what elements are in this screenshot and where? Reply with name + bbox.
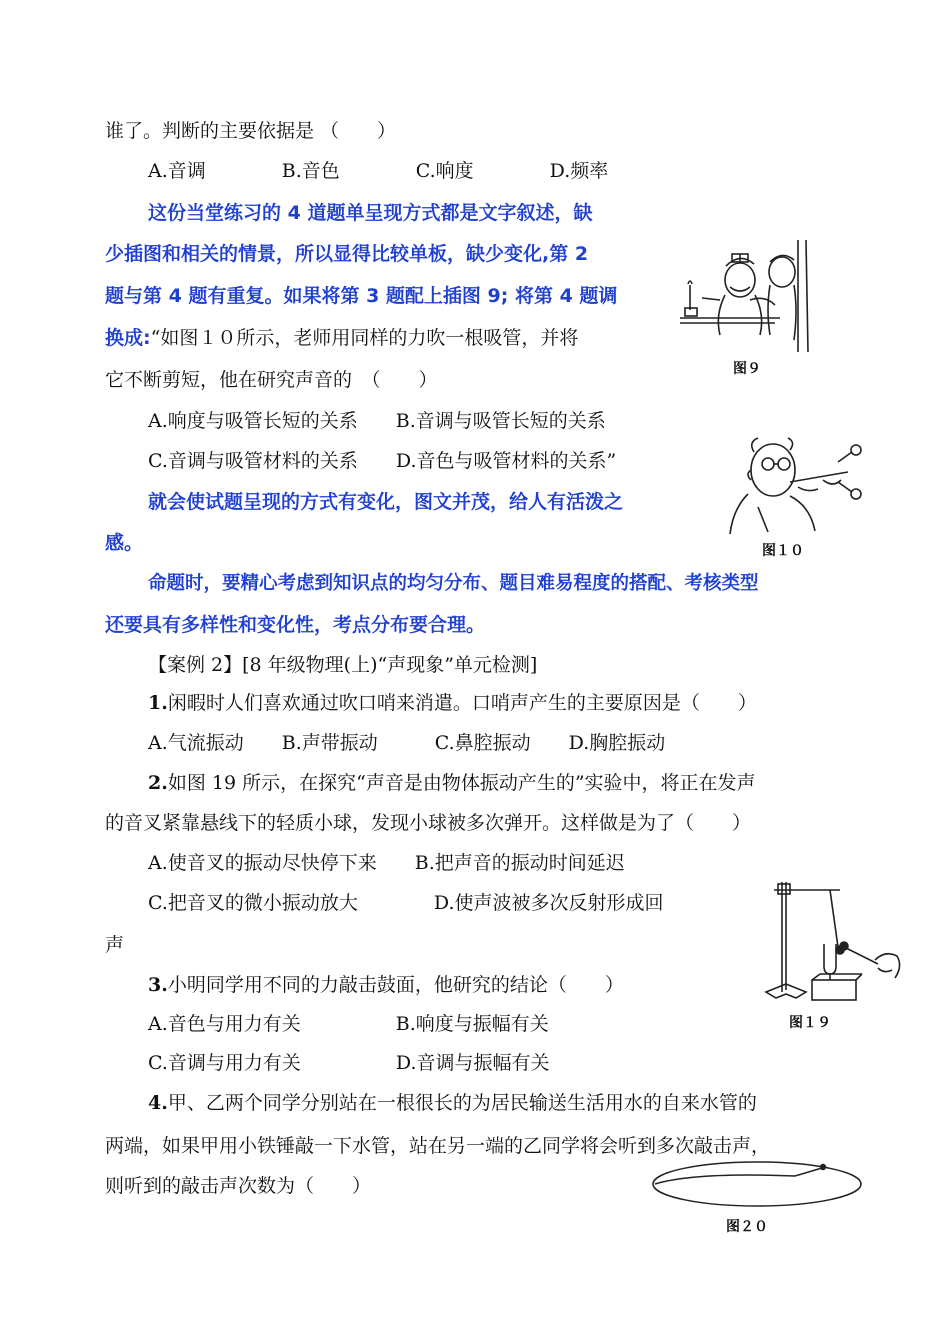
commentary-line: 少插图和相关的情景，所以显得比较单板，缺少变化,第 2 [105,243,589,265]
answer-options: A.气流振动 B.声带振动 C.鼻腔振动 D.胸腔振动 [148,732,666,754]
question-text: 两端，如果甲用小铁锤敲一下水管，站在另一端的乙同学将会听到多次敲击声， [105,1135,771,1157]
question-4 [148,1090,757,1116]
quoted-question-text: “如图１０所示，老师用同样的力吹一根吸管，并将 [150,327,579,349]
case-title: 【案例 2】[8 年级物理(上)“声现象”单元检测] [148,654,538,676]
question-1 [148,690,757,716]
figure-9-illustration [680,240,825,355]
question-number: 3. [148,974,168,996]
question-text: 如图 19 所示，在探究“声音是由物体振动产生的”实验中，将正在发声 [167,772,756,794]
commentary-line: 这份当堂练习的 4 道题单呈现方式都是文字叙述，缺 [148,202,593,224]
question-number: 4. [148,1092,168,1114]
question-3 [148,972,624,998]
figure-caption: 图９ [733,361,761,377]
commentary-line: 题与第 4 题有重复。如果将第 3 题配上插图 9; 将第 4 题调 [105,285,618,307]
answer-options: C.音调与用力有关 D.音调与振幅有关 [148,1052,550,1074]
question-text: 小明同学用不同的力敲击鼓面，他研究的结论（ ） [167,974,624,996]
answer-options: C.把音叉的微小振动放大 D.使声波被多次反射形成回 [148,892,664,914]
figure-caption: 图２０ [726,1219,768,1235]
answer-options: C.音调与吸管材料的关系 D.音色与吸管材料的关系” [148,450,617,472]
quoted-question-text: 它不断剪短，他在研究声音的 （ ） [105,369,438,391]
question-number: 2. [148,772,168,794]
question-text: 甲、乙两个同学分别站在一根很长的为居民输送生活用水的自来水管的 [167,1092,757,1114]
commentary-lead: 换成: [105,327,151,349]
figure-caption: 图１９ [789,1015,831,1031]
question-text: 则听到的敲击声次数为（ ） [105,1175,372,1197]
answer-options: 声 [105,934,125,956]
figure-19-illustration [760,872,910,1007]
question-text: 闲暇时人们喜欢通过吹口哨来消遣。口哨声产生的主要原因是（ ） [167,692,757,714]
question-number: 1. [148,692,168,714]
answer-options: A.音调 B.音色 C.响度 D.频率 [148,160,609,182]
answer-options: A.音色与用力有关 B.响度与振幅有关 [148,1013,549,1035]
figure-caption: 图１０ [762,543,804,559]
commentary-line: 就会使试题呈现的方式有变化，图文并茂，给人有活泼之 [148,491,624,513]
figure-20-illustration [650,1158,865,1210]
question-2 [148,770,756,796]
commentary-line [105,325,578,351]
question-stem-line: 谁了。判断的主要依据是 （ ） [105,120,397,142]
answer-options: A.使音叉的振动尽快停下来 B.把声音的振动时间延迟 [148,852,625,874]
question-text: 的音叉紧靠悬线下的轻质小球，发现小球被多次弹开。这样做是为了（ ） [105,812,752,834]
commentary-line: 还要具有多样性和变化性，考点分布要合理。 [105,614,486,636]
answer-options: A.响度与吸管长短的关系 B.音调与吸管长短的关系 [148,410,606,432]
commentary-line: 命题时，要精心考虑到知识点的均匀分布、题目难易程度的搭配、考核类型 [148,573,759,594]
commentary-line: 感。 [105,532,144,554]
figure-10-illustration [728,432,873,537]
